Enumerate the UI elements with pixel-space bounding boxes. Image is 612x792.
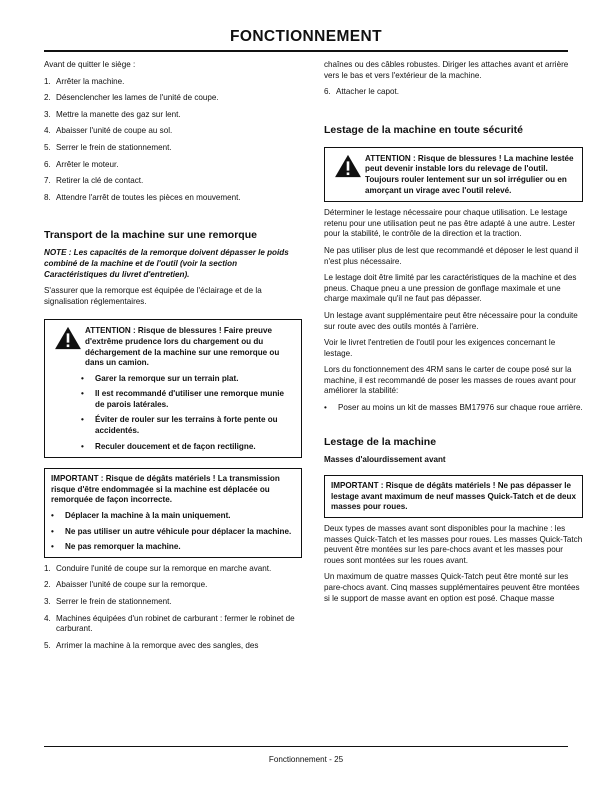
warning-triangle-icon [53,326,83,350]
right-column [324,60,583,610]
transport-heading: Transport de la machine sur une remorque [44,229,257,242]
important-text: IMPORTANT : Risque de dégâts matériels ! La transmission risque d'être endommagée si la machine est déplacée ou remorquée de façon incorrecte. [51,474,280,505]
transport-note: NOTE : Les capacités de la remorque doivent dépasser le poids combiné de la machine et de l'outil (voir la section Caractéristiques du livret d'entretien). [44,248,289,279]
list-item: 6. Attacher le capot. [324,87,399,97]
warning-text: ATTENTION : Risque de blessures ! Faire preuve d'extrême prudence lors du chargement ou du déchargement de la machine sur une remorque ou dans un camion. [85,326,280,368]
stop-steps-list [44,77,302,204]
front-weights-subheading: Masses d'alourdissement avant [324,454,446,464]
page-footer: Fonctionnement - 25 [268,755,344,764]
paragraph: Deux types de masses avant sont disponibles pour la machine : les masses Quick-Tatch et les masses pour roues. Les masses Quick-Tatch peuvent être montées sur les pare-chocs avant et les masses pour roues sont montées sur les roues avant. [324,524,583,565]
list-item: 4. Machines équipées d'un robinet de carburant : fermer le robinet de carburant. [44,613,295,634]
list-item: 5. Arrimer la machine à la remorque avec des sangles, des [44,640,259,650]
important-bullets [51,511,296,553]
paragraph: Déterminer le lestage nécessaire pour chaque utilisation. Le lestage retenu pour une utilisation peut ne pas être adapté à une autre. Lester pour la stabilité, le contrôle de la direction et la traction. [324,208,576,239]
loading-steps-list [44,564,302,652]
warning-text: ATTENTION : Risque de blessures ! La machine lestée peut devenir instable lors du relevage de l'outil. Toujours rouler lentement sur un sol irrégulier ou en amorçant un virage avec l'outil relevé. [365,153,574,195]
left-column [44,60,302,657]
important-box [324,475,583,518]
paragraph: Ne pas utiliser plus de lest que recommandé et déposer le lest quand il n'est plus nécessaire. [324,245,579,266]
important-text: IMPORTANT : Risque de dégâts matériels ! Ne pas dépasser le lestage avant maximum de neuf masses Quick-Tatch et de deux masses pour roues. [331,481,576,512]
warning-bullets [81,374,295,453]
paragraph: Voir le livret l'entretien de l'outil pour les exigences concernant le lestage. [324,338,556,358]
list-item: • Poser au moins un kit de masses BM17976 sur chaque roue arrière. [324,403,583,413]
important-box [44,468,302,558]
list-item: 2. Abaisser l'unité de coupe sur la remorque. [44,580,208,590]
hood-step-list [324,87,583,98]
safe-ballast-heading: Lestage de la machine en toute sécurité [324,123,523,136]
list-item: 7. Retirer la clé de contact. [44,176,144,186]
list-item: • Reculer doucement et de façon rectiligne. [81,441,256,451]
list-item: • Garer la remorque sur un terrain plat. [81,373,239,383]
list-item: 1. Conduire l'unité de coupe sur la remorque en marche avant. [44,563,272,573]
paragraph: Le lestage doit être limité par les caractéristiques de la machine et des pneus. Chaque pneu a une pression de gonflage maximale et une charge maximale qu'il ne faut pas dépasser. [324,273,577,304]
list-item: 4. Abaisser l'unité de coupe au sol. [44,126,173,136]
paragraph: Un lestage avant supplémentaire peut être nécessaire pour la conduite sur route avec des outils montés à l'arrière. [324,310,578,331]
list-item: • Déplacer la machine à la main uniquement. [51,511,231,521]
header-rule [44,50,568,52]
warning-box [44,319,302,458]
list-item: 2. Désenclencher les lames de l'unité de coupe. [44,93,219,103]
list-item: 8. Attendre l'arrêt de toutes les pièces en mouvement. [44,192,241,202]
list-item: • Ne pas remorquer la machine. [51,542,181,552]
paragraph: Un maximum de quatre masses Quick-Tatch peut être monté sur les pare-chocs avant. Cinq masses supplémentaires peuvent être montées si le support de masse avant en option est posé. Chaque masse [324,572,580,603]
paragraph: Lors du fonctionnement des 4RM sans le carter de coupe posé sur la machine, il est recommandé de poser les masses de roues avant pour améliorer la stabilité: [324,365,576,396]
ballast-heading: Lestage de la machine [324,435,437,448]
intro-text: Avant de quitter le siège : [44,60,136,69]
footer-rule [44,746,568,747]
list-item: • Il est recommandé d'utiliser une remorque munie de parois latérales. [81,389,285,409]
warning-box [324,147,583,202]
list-item: • Éviter de rouler sur les terrains à forte pente ou accidentés. [81,415,278,436]
ballast-bullets [324,403,583,414]
list-item: 3. Mettre la manette des gaz sur lent. [44,109,181,119]
list-item: 6. Arrêter le moteur. [44,159,119,169]
list-item: 1. Arrêter la machine. [44,76,125,86]
transport-paragraph: S'assurer que la remorque est équipée de l'éclairage et de la signalisation réglementaires. [44,286,262,306]
list-item: 5. Serrer le frein de stationnement. [44,142,172,152]
continuation-paragraph: chaînes ou des câbles robustes. Diriger les attaches avant et arrière vers le bas et vers l'extérieur de la machine. [324,60,569,80]
list-item: • Ne pas utiliser un autre véhicule pour déplacer la machine. [51,526,292,536]
list-item: 3. Serrer le frein de stationnement. [44,597,172,606]
warning-triangle-icon [333,154,363,178]
page-title: FONCTIONNEMENT [230,28,382,45]
